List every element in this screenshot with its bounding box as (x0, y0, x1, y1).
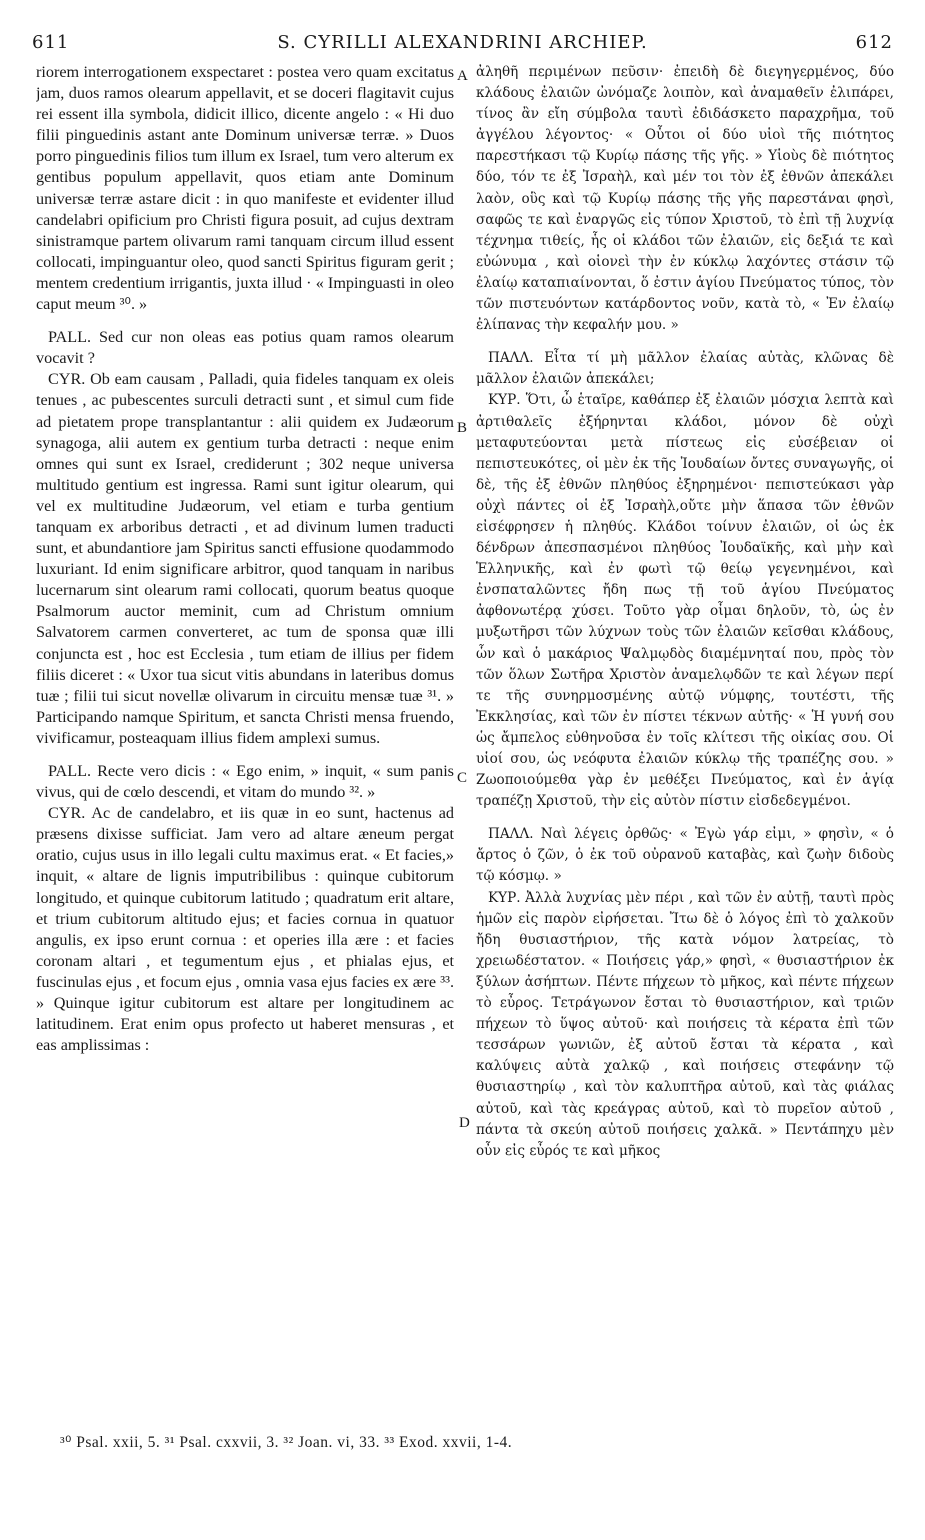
greek-paragraph: ΚΥΡ. Ἀλλὰ λυχνίας μὲν πέρι , καὶ τῶν ἐν αὐτῇ, ταυτὶ πρὸς ἡμῶν εἰς παρὸν εἰρήσεται. Ἴτω δὲ ὁ λόγος ἐπὶ τὸ χαλκοῦν ἤδη θυσιαστήριον, τῆς κατὰ νόμον λατρείας, τὸ χρειωδέστατον. « Ποιήσεις γάρ,» φησὶ, « θυσιαστήριον ἐκ ξύλων ἀσήπτων. Πέντε πήχεων τὸ μῆκος, καὶ πέντε πήχεων τὸ εὖρος. Τετράγωνον ἔσται τὸ θυσιαστήριον, καὶ τριῶν πήχεων τὸ ὕψος αὐτοῦ· καὶ ποιήσεις τὰ κέρατα ἐπὶ τῶν τεσσάρων γωνιῶν, ἐξ αὐτοῦ ἔσται τὰ κέρατα , καὶ καλύψεις αὐτὰ χαλκῷ , καὶ ποιήσεις στεφάνην τῷ θυσιαστηρίῳ , καὶ τὸν καλυπτῆρα αὐτοῦ, καὶ τὰς φιάλας αὐτοῦ, καὶ τὰς κρεάγρας αὐτοῦ, καὶ τὸ πυρεῖον αὐτοῦ , πάντα τὰ σκεύη αὐτοῦ ποιήσεις χαλκᾶ. » Πεντάπηχυ μὲν οὖν εἰς εὖρός τε καὶ μῆκος (476, 889, 894, 1159)
running-title: S. CYRILLI ALEXANDRINI ARCHIEP. (277, 32, 648, 53)
greek-paragraph: ΠΑΛΛ. Ναὶ λέγεις ὀρθῶς· « Ἐγὼ γάρ εἰμι, » φησὶν, « ὁ ἄρτος ὁ ζῶν, ὁ ἐκ τοῦ οὐρανοῦ καταβὰς, καὶ ζωὴν διδοὺς τῷ κόσμῳ. » (476, 826, 894, 885)
greek-paragraph: ἀληθῆ περιμένων πεῦσιν· ἐπειδὴ δὲ διεγηγερμένος, δύο κλάδους ἐλαιῶν ὠνόμαζε λοιπὸν, καὶ ἀναμαθεῖν ἐλιπάρει, τίνος ἂν εἴη σύμβολα ταυτὶ ἐδιδάσκετο παραχρῆμα, τοῦ ἀγγέλου λέγοντος· « Οὗτοι οἱ δύο υἱοὶ τῆς πιότητος παρεστήκασι τῷ Κυρίῳ πάσης τῆς γῆς. » Υἱοὺς δὲ πιότητος δύο, τόν τε ἐξ Ἰσραὴλ, καὶ μέν τοι τὸν ἐξ ἐθνῶν ἀπεκάλει λαὸν, οὓς καὶ τῷ Κυρίῳ πάσης τῆς γῆς παρεστάναι φησὶ, σαφῶς τε καὶ ἐναργῶς εἰς τύπον Χριστοῦ, τὸ ἐπὶ τῇ λυχνίᾳ τέχνημα τιθείς, ἧς οἱ κλάδοι τῶν ἐλαιῶν, εἰς δεξιά τε καὶ εὐώνυμα , καὶ οἱονεὶ τὴν ἐν κύκλῳ λαχόντες στάσιν τῷ ἐλαίῳ καταπιαίνονται, ὅ ἐστιν ἁγίου Πνεύματος τύπος, τὸν τῶν πιστευόντων κατάρδοντος νοῦν, κατὰ τὸ, « Ἐν ἐλαίῳ ἐλίπανας τὴν κεφαλήν μου. » (476, 64, 894, 334)
latin-column (36, 62, 454, 1412)
running-header (32, 32, 893, 62)
greek-paragraph: ΚΥΡ. Ὅτι, ὦ ἑταῖρε, καθάπερ ἐξ ἐλαιῶν μόσχια λεπτὰ καὶ ἀρτιθαλεῖς ἐξήρηνται κλάδοι, μόνον δὲ οὐχὶ μεταφυτεύονται μετὰ πίστεως εἰς εὐσέβειαν οἱ πεπιστευκότες, οἱ μὲν ἐκ τῆς Ἰουδαίων ὄντες συναγωγῆς, οἱ δὲ, τῆς ἐξ ἐθνῶν πληθύος ἐξηρημένοι· πεπιστεύκασι γὰρ οὐχὶ πάντες οἱ ἐξ Ἰσραὴλ,οὔτε μὴν ἅπασα τῶν ἐθνῶν εἰσέφρησεν ἡ πληθύς. Κλάδοι τοίνυν ἐλαιῶν, οἱ ὡς ἐκ δένδρων ἀπεσπασμένοι πληθύος Ἰουδαϊκῆς, καὶ μὴν καὶ Ἑλληνικῆς, καὶ ἐν φωτὶ τῷ θείῳ γεγενημένοι, καὶ ἐνσπαταλῶντες ἤδη πως τῇ τοῦ ἁγίου Πνεύματος ἀφθονωτέρᾳ χύσει. Τοῦτο γὰρ οἶμαι δηλοῦν, τὸ, ὡς ἐν μυξωτῆρσι τῶν λύχνων τοὺς τῶν ἐλαιῶν κεῖσθαι κλάδους, ὧν καὶ ὁ μακάριος Ψαλμῳδὸς διαμέμνηταί που, πρὸς τὸν τῶν ὅλων Σωτῆρα Χριστὸν ἀναμελῳδῶν τε καὶ λέγων περί τε τῆς συνηρμοσμένης αὐτῷ νύμφης, τουτέστι, τῆς Ἐκκλησίας, καὶ τῶν ἐν πίστει τέκνων αὐτῆς· « Ἡ γυνή σου ὡς ἄμπελος εὐθηνοῦσα ἐν τοῖς κλίτεσι τῆς οἰκίας σου. Οἱ υἱοί σου, ὡς νεόφυτα ἐλαιῶν κύκλῳ τῆς τραπέζης σου. » Ζωοποιούμεθα γὰρ ἐν μεθέξει Πνεύματος, καὶ ἐν ἁγίᾳ τραπέζῃ Χριστοῦ, τὴν εἰς αὐτὸν πίστιν εἰσδεδεγμένοι. (476, 392, 894, 810)
greek-column (476, 62, 894, 1412)
greek-paragraph: ΠΑΛΛ. Εἶτα τί μὴ μᾶλλον ἐλαίας αὐτὰς, κλῶνας δὲ μᾶλλον ἐλαιῶν ἀπεκάλει; (476, 350, 894, 388)
latin-paragraph: riorem interrogationem exspectaret : postea vero quam excitatus jam, duos ramos olearum appellavit, et se doceri flagitavit cujus rei essent illa symbola, didicit illico, dicente angelo : « Hi duo filii pinguedinis astant ante Dominum universæ terræ. » Duos porro pinguedinis filios tum illum ex Israel, tum vero alterum ex gentibus populum appellavit, quos etiam ante Dominum universæ terræ astare dicit : in quo manifeste et evidenter illud candelabri opificium pro Christi figura posuit, ad cujus dextram sinistramque partem olivarum rami tanquam circum illud essent collocati, impinguantur oleo, quod sancti Spiritus figuram gerit ; mentem credentium irrigantis, juxta illud · « Impinguasti in oleo caput meum ³⁰. » (36, 63, 454, 314)
section-marker-a: A (457, 68, 468, 84)
section-marker-b: B (457, 420, 468, 436)
section-marker-c: C (457, 770, 468, 786)
latin-paragraph: PALL. Sed cur non oleas eas potius quam ramos olearum vocavit ? (36, 328, 454, 368)
latin-paragraph: CYR. Ac de candelabro, et iis quæ in eo sunt, hactenus ad præsens dixisse sufficiat. Jam vero ad altare æneum pergat oratio, cujus usus in illo legali cultu maximus erat. « Et facies,» inquit, « altare de lignis imputribilibus : quinque cubitorum longitudo, et quinque cubitorum latitudo ; quadratum erit altare, et trium cubitorum altitudo ejus; et facies cornua in quatuor angulis, ex ipso erunt cornua : et operies illa ære : et facies coronam altari , et tegumentum ejus , et phialas ejus, et fuscinulas ejus , et focum ejus , omnia vasa ejus facies ex ære ³³. » Quinque igitur cubitorum est altare per longitudinem ac latitudinem. Erat enim opus profecto ut haberet mensuras , et eas amplissimas : (36, 804, 454, 1055)
page-number-right: 612 (855, 32, 893, 53)
latin-paragraph: PALL. Recte vero dicis : « Ego enim, » inquit, « sum panis vivus, qui de cœlo descendi, et vitam do mundo ³². » (36, 762, 454, 802)
footnotes: ³⁰ Psal. xxii, 5. ³¹ Psal. cxxvii, 3. ³² Joan. vi, 33. ³³ Exod. xxvii, 1-4. (60, 1434, 513, 1451)
page-number-left: 611 (32, 32, 70, 53)
section-marker-d: D (459, 1115, 470, 1131)
latin-paragraph: CYR. Ob eam causam , Palladi, quia fideles tanquam ex oleis tenues , ac pubescentes surculi detracti sunt , et simul cum fide ad pietatem prope transplantantur : alii quidem ex Judæorum synagoga, alii autem ex gentium turba detracti : neque enim omnes qui sunt ex Israel, crediderunt ; 302 neque universa multitudo gentium est ingressa. Rami sunt igitur olearum, qui vel ex multitudine Judæorum, vel etiam e turba gentium tanquam ex arboribus detracti , et ad divinum lumen traducti sunt, et abundantiore jam Spiritus sancti effusione quodammodo luxuriant. Id enim significare arbitror, quod tanquam in naribus lucernarum sint olearum rami collocati, quorum beatus quoque Psalmorum auctor meminit, cum ad Christum omnium Salvatorem carmen converteret, ac tum de sponsa quæ illi conjuncta est , hoc est Ecclesia , tum etiam de illius per fidem filiis diceret : « Uxor tua sicut vitis abundans in lateribus domus tuæ ; filii tui sicut novellæ olivarum in circuitu mensæ tuæ ³¹. » Participando namque Spiritum, et sancta Christi mensa fruendo, vivificamur, posteaquam illius fidem amplexi sumus. (36, 370, 454, 747)
